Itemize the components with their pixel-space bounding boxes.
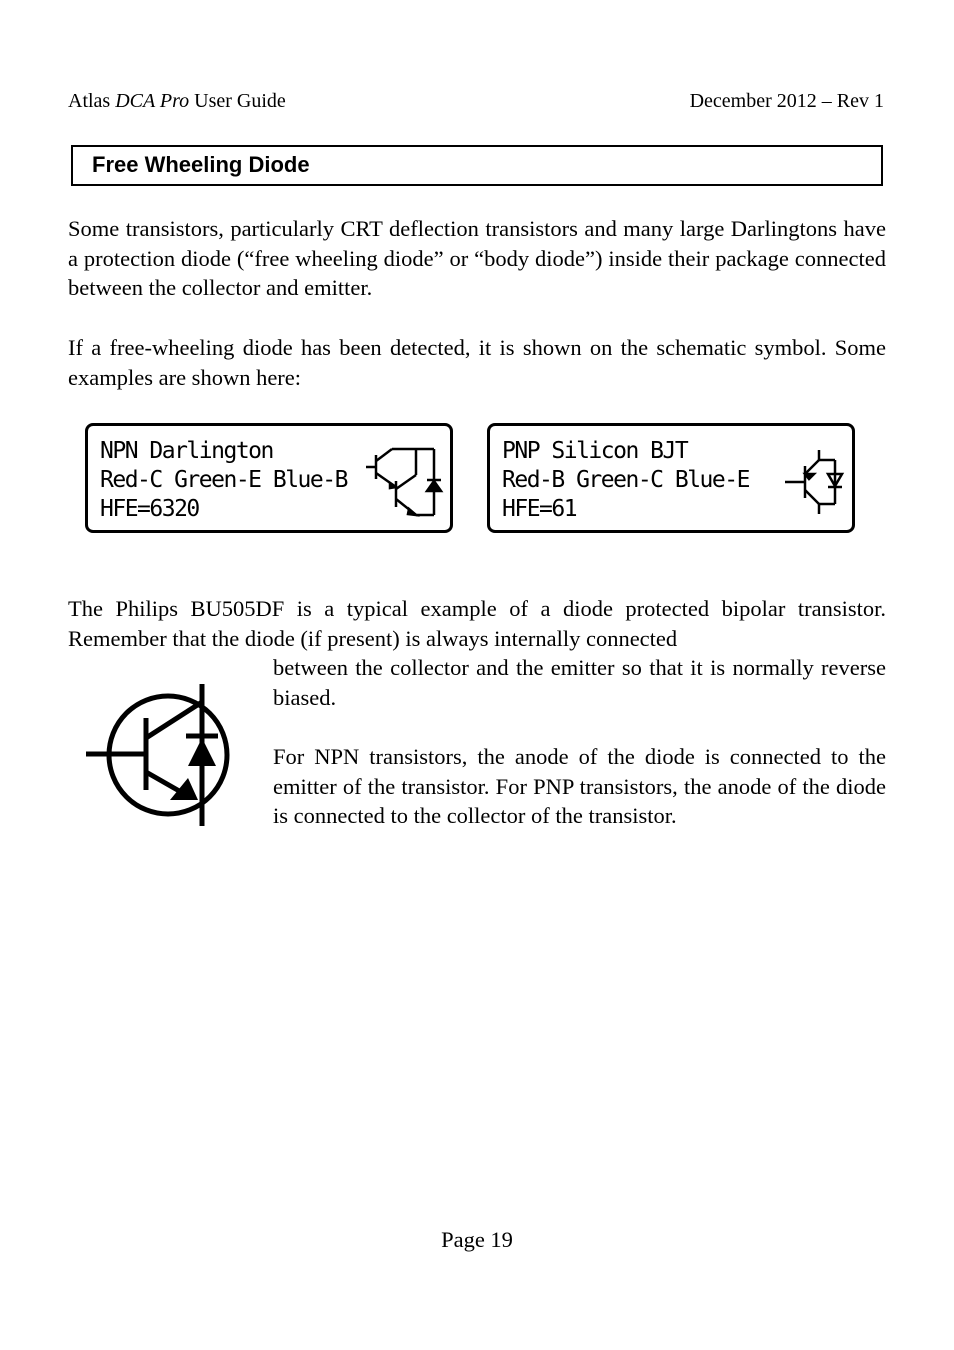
- section-title: Free Wheeling Diode: [92, 152, 310, 177]
- header-left: Atlas DCA Pro User Guide: [68, 90, 286, 112]
- lcd-line-3: HFE=61: [502, 496, 577, 522]
- lcd-display-npn-darlington: [85, 423, 453, 533]
- npn-transistor-diode-icon: [84, 682, 234, 828]
- paragraph-bu505df-continued: between the collector and the emitter so that it is normally reverse biased.: [273, 655, 886, 710]
- paragraph-bu505df: The Philips BU505DF is a typical example of a diode protected bipolar transistor. Remember that the diode (if present) is always internally connected: [68, 596, 886, 651]
- lcd-line-1: PNP Silicon BJT: [502, 438, 688, 464]
- paragraph-detection: If a free-wheeling diode has been detected, it is shown on the schematic symbol. Some examples are shown here:: [68, 335, 886, 390]
- header-right: December 2012 – Rev 1: [689, 90, 884, 112]
- lcd-line-2: Red-C Green-E Blue-B: [100, 467, 347, 493]
- paragraph-intro: Some transistors, particularly CRT deflection transistors and many large Darlingtons have a protection diode (“free wheeling diode” or “body diode”) inside their package connected between the collector and emitter.: [68, 216, 886, 301]
- lcd-line-1: NPN Darlington: [100, 438, 273, 464]
- section-heading-box: [71, 145, 883, 186]
- lcd-line-3: HFE=6320: [100, 496, 199, 522]
- paragraph-anode: For NPN transistors, the anode of the diode is connected to the emitter of the transistor. For PNP transistors, the anode of the diode is connected to the collector of the transistor.: [273, 744, 886, 829]
- npn-darlington-diode-icon: [364, 431, 448, 525]
- lcd-display-pnp-silicon: [487, 423, 855, 533]
- lcd-line-2: Red-B Green-C Blue-E: [502, 467, 749, 493]
- pnp-diode-icon: [783, 446, 849, 516]
- page-number: Page 19: [441, 1227, 513, 1252]
